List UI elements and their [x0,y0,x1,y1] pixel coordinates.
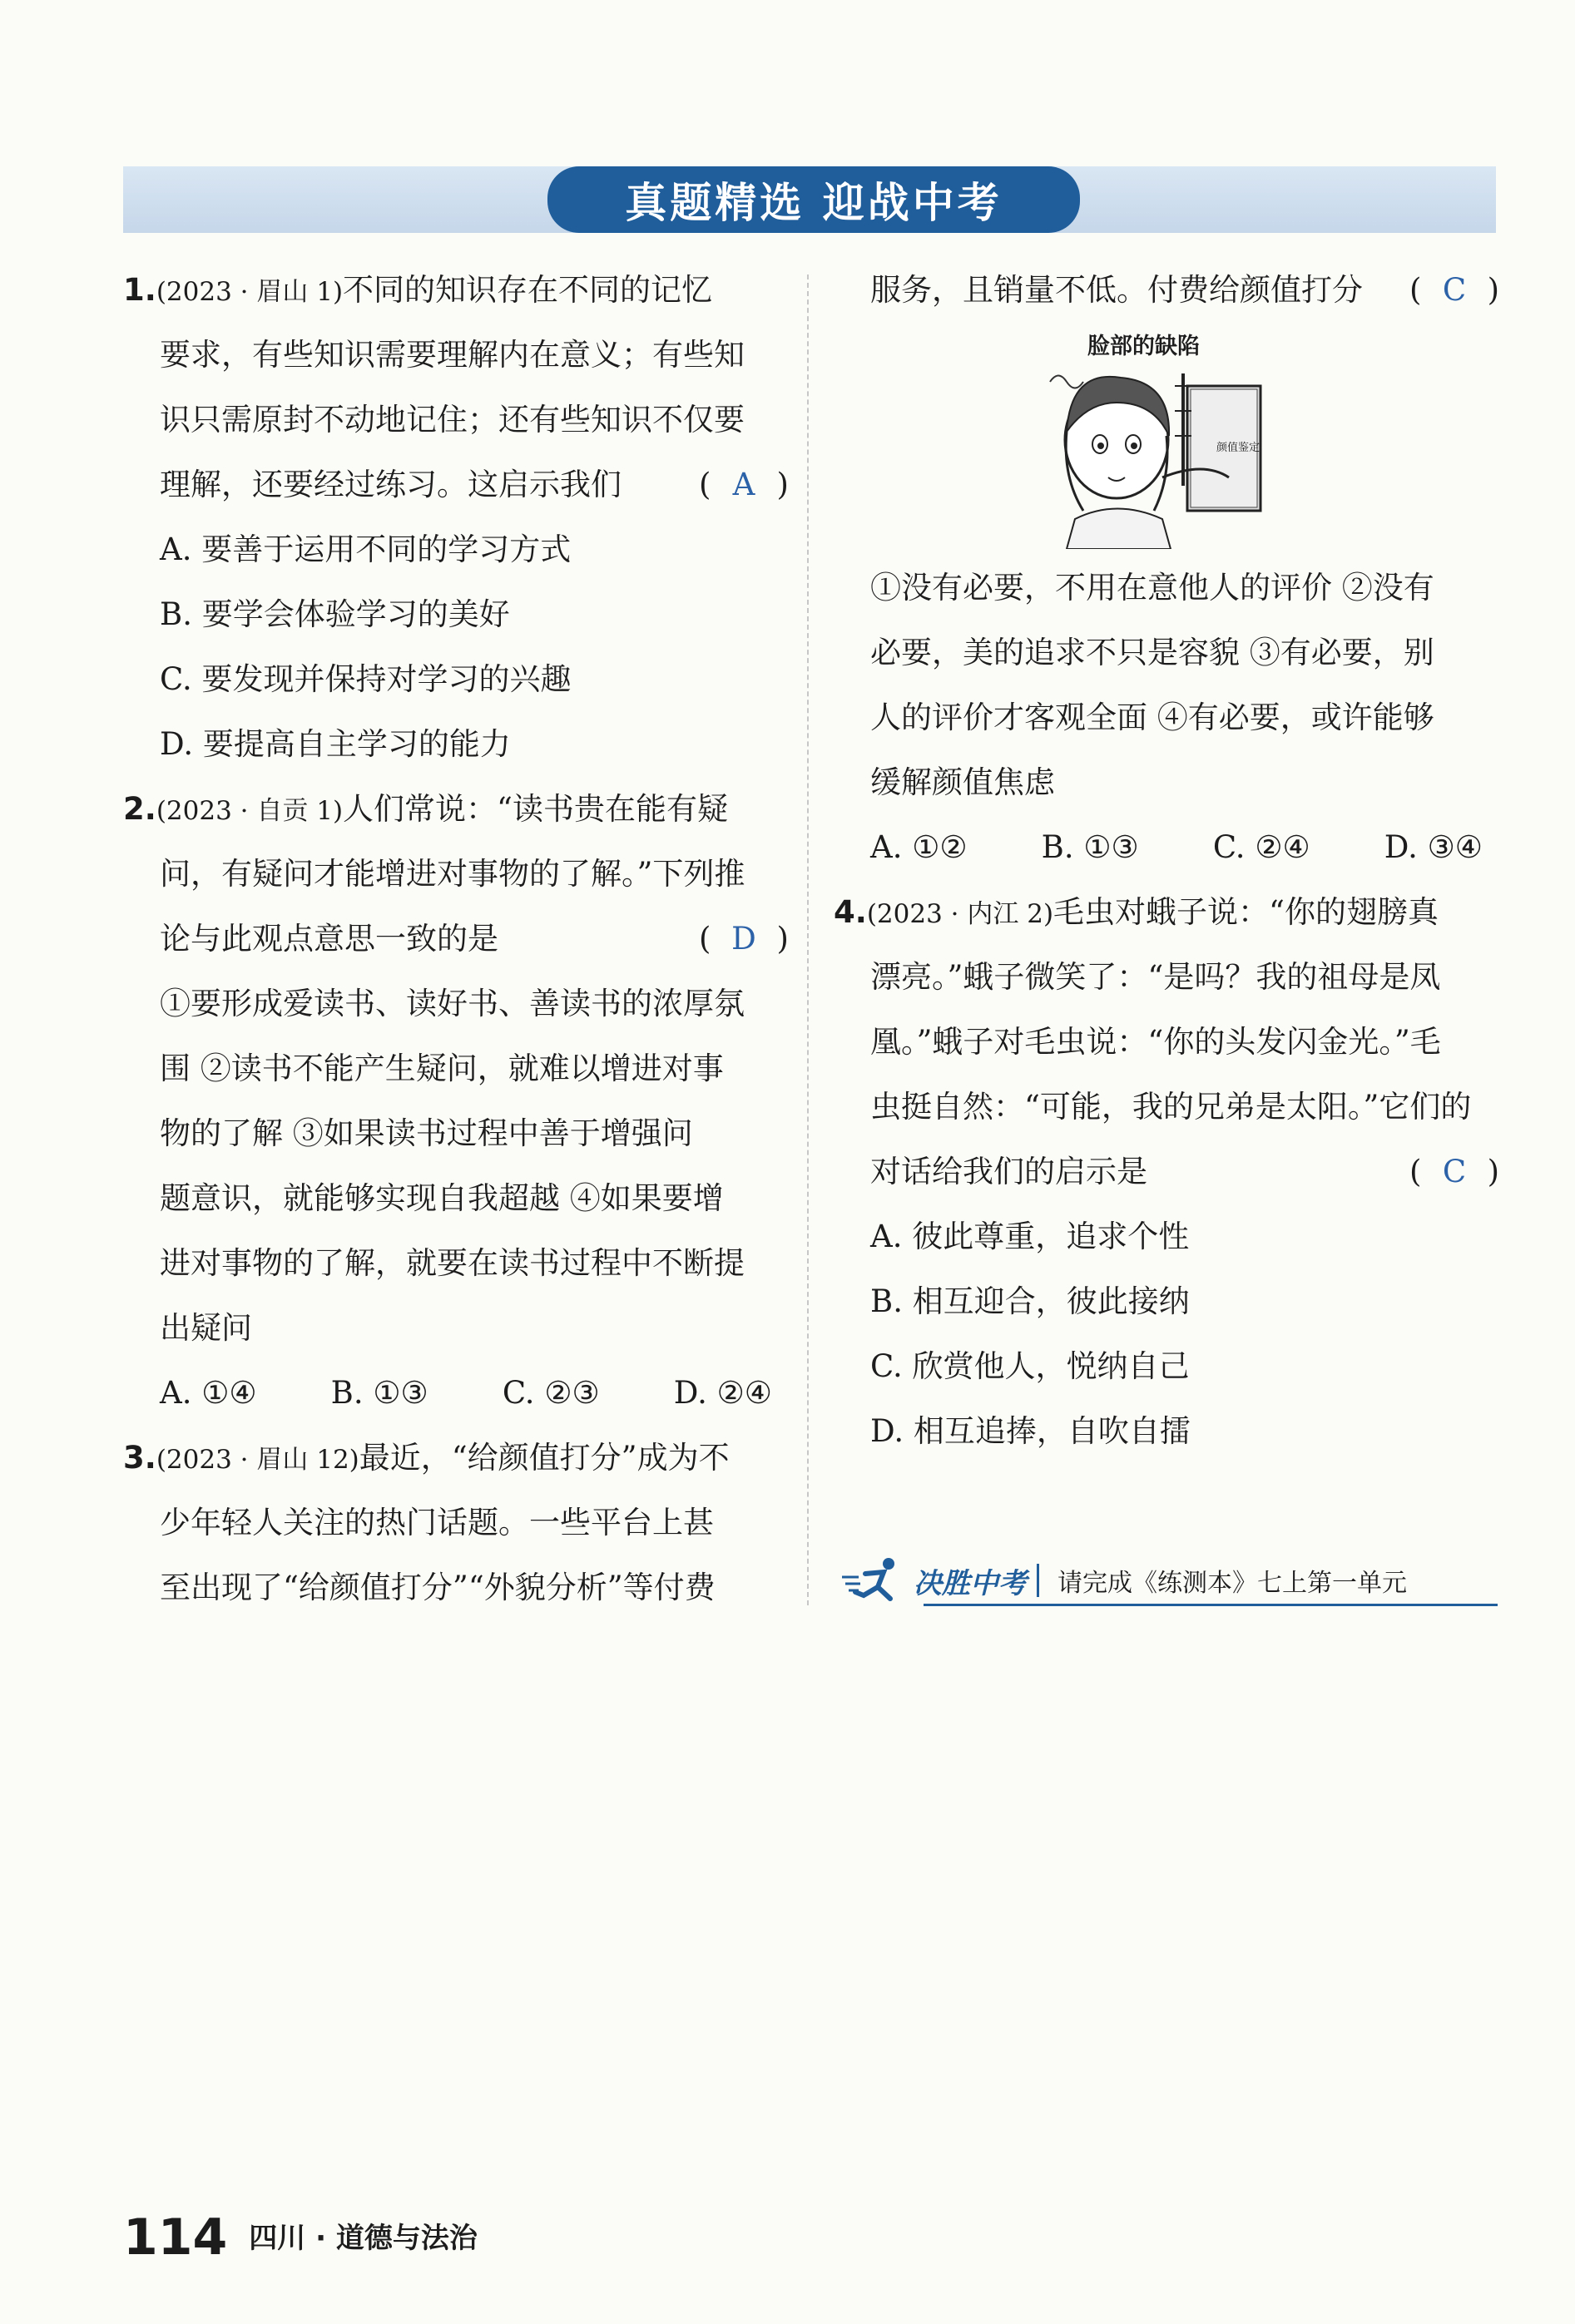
question-stem: 问，有疑问才能增进对事物的了解。”下列推 [160,856,745,892]
board-label: 颜值鉴定 [1216,442,1260,454]
question-source: (2023 · 自贡 1) [156,796,344,826]
option-c: C. ②③ [502,1375,600,1411]
options-row [834,815,1499,880]
question-stem: 理解，还要经过练习。这启示我们 [160,467,622,502]
statement-line: ①要形成爱读书、读好书、善读书的浓厚氛 [160,986,745,1021]
option-c: C. ②④ [1212,829,1310,865]
statement-line: 人的评价才客观全面 ④有必要，或许能够 [870,700,1434,735]
win-logo: 决胜中考 [914,1566,1027,1600]
question-number: 4. [834,894,867,930]
statement-line: 缓解颜值焦虑 [870,764,1055,800]
question-stem-with-answer [123,452,789,517]
page-number: 114 [123,2208,228,2267]
runner-icon [840,1555,907,1605]
statement-line: 出疑问 [160,1310,252,1346]
question-stem: 虫挺自然：“可能，我的兄弟是太阳。”它们的 [870,1089,1472,1125]
book-title: 四川 · 道德与法治 [249,2222,478,2255]
question-stem-with-answer [123,907,789,972]
option-a: A. ①② [870,829,968,865]
answer-bracket: ( C ) [1409,1140,1499,1204]
cartoon-illustration [1038,328,1287,551]
option-b: B. ①③ [330,1375,428,1411]
option-c: C. 欣赏他人，悦纳自己 [870,1348,1190,1384]
option-b: B. 相互迎合，彼此接纳 [870,1283,1190,1319]
answer-bracket: ( D ) [699,907,789,972]
question-stem: 毛虫对蛾子说：“你的翅膀真 [1053,894,1439,930]
option-b: B. ①③ [1041,829,1139,865]
banner-title: 真题精选 迎战中考 [547,166,1080,233]
question-source: (2023 · 内江 2) [866,899,1054,929]
answer-letter: C [1442,1154,1467,1189]
question-stem: 漂亮。”蛾子微笑了：“是吗？我的祖母是凤 [870,959,1441,995]
option-a: A. ①④ [160,1375,257,1411]
answer-letter: A [732,467,755,502]
question-stem: 不同的知识存在不同的记忆 [343,272,713,308]
question-stem: 少年轻人关注的热门话题。一些平台上甚 [160,1505,714,1540]
question-stem: 对话给我们的启示是 [870,1154,1147,1189]
question-4-line-1 [834,880,1499,945]
question-source: (2023 · 眉山 12) [156,1445,359,1475]
statement-line: ①没有必要，不用在意他人的评价 ②没有 [870,570,1434,606]
option-d: D. ③④ [1384,829,1483,865]
answer-bracket: ( A ) [699,452,789,517]
option-a: A. 要善于运用不同的学习方式 [160,532,572,567]
question-source: (2023 · 眉山 1) [156,277,344,307]
question-number: 3. [123,1440,156,1476]
question-stem: 论与此观点意思一致的是 [160,921,498,957]
question-2-line-1 [123,777,789,842]
option-d: D. 相互追捧，自吹自擂 [870,1413,1191,1449]
win-separator [1037,1564,1039,1597]
right-column [834,258,1499,1464]
option-a: A. 彼此尊重，追求个性 [870,1219,1190,1254]
answer-letter: C [1442,272,1467,308]
win-underline [924,1604,1498,1606]
option-b: B. 要学会体验学习的美好 [160,596,510,632]
column-divider [807,274,809,1605]
section-banner [123,166,1496,233]
question-number: 1. [123,272,156,308]
question-number: 2. [123,791,156,827]
figure-title: 脸部的缺陷 [1087,334,1200,359]
question-stem: 凰。”蛾子对毛虫说：“你的头发闪金光。”毛 [870,1024,1441,1060]
statement-line: 进对事物的了解，就要在读书过程中不断提 [160,1245,745,1281]
answer-bracket: ( C ) [1409,258,1499,323]
option-d: D. 要提高自主学习的能力 [160,726,511,762]
page-footer [123,2208,478,2267]
statement-line: 题意识，就能够实现自我超越 ④如果要增 [160,1180,724,1216]
question-stem: 服务，且销量不低。付费给颜值打分 [870,272,1363,308]
option-c: C. 要发现并保持对学习的兴趣 [160,661,572,697]
question-3-line-1 [123,1426,789,1491]
statement-line: 围 ②读书不能产生疑问，就难以增进对事 [160,1051,724,1086]
option-d: D. ②④ [673,1375,772,1411]
exam-practice-box [840,1551,1498,1609]
question-stem: 识只需原封不动地记住；还有些知识不仅要 [160,402,745,438]
question-stem-with-answer [834,258,1499,323]
left-column [123,258,789,1620]
question-stem: 要求，有些知识需要理解内在意义；有些知 [160,337,745,373]
question-stem-with-answer [834,1140,1499,1204]
question-stem: 人们常说：“读书贵在能有疑 [343,791,728,827]
statement-line: 物的了解 ③如果读书过程中善于增强问 [160,1115,693,1151]
question-stem: 最近，“给颜值打分”成为不 [359,1440,730,1476]
question-stem: 至出现了“给颜值打分”“外貌分析”等付费 [160,1570,716,1605]
answer-letter: D [731,921,756,957]
question-1-line-1 [123,258,789,323]
statement-line: 必要，美的追求不只是容貌 ③有必要，别 [870,635,1434,670]
win-instruction: 请完成《练测本》七上第一单元 [1057,1569,1407,1598]
options-row [123,1361,789,1426]
